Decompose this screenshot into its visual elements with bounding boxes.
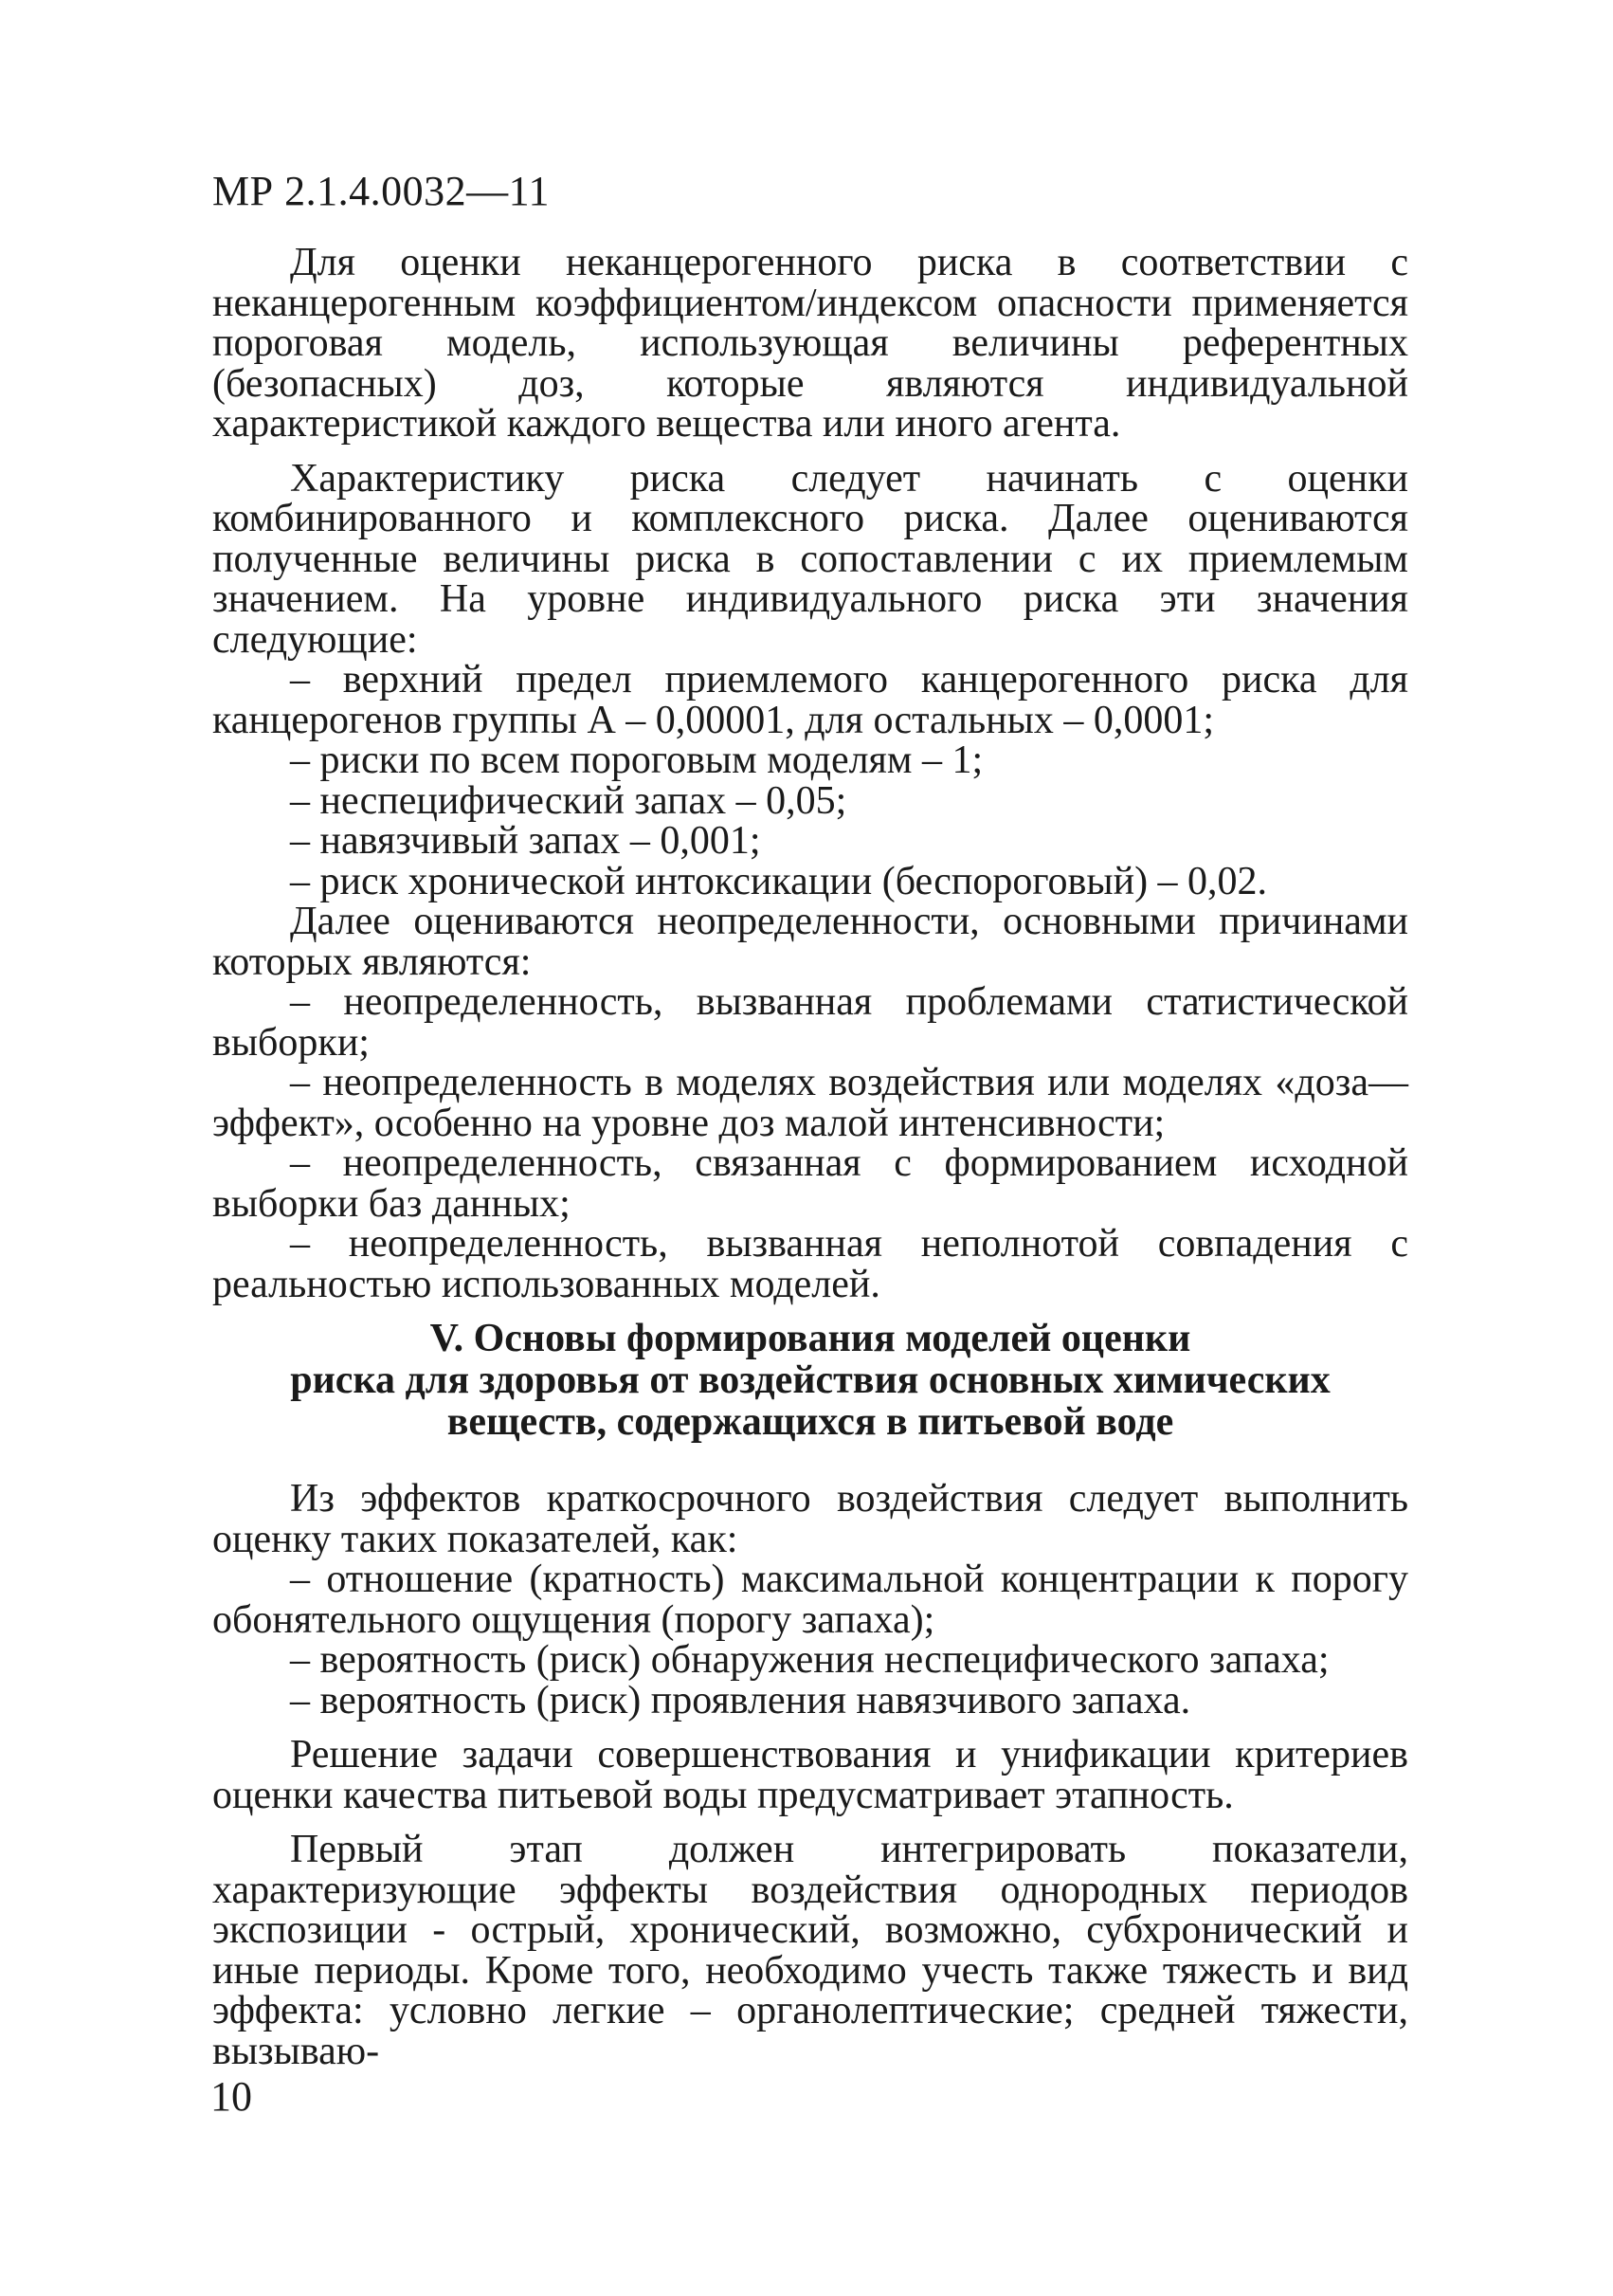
paragraph: Характеристику риска следует начинать с оценки комбинированного и комплексного риска. Далее оцениваются полученные величины риска в сопоставлении с их приемлемым значением. На уровне индивидуального риска эти значения следующие: [212,456,1408,662]
list-item: – навязчивый запах – 0,001; [290,819,761,863]
list-item: – вероятность (риск) проявления навязчивого запаха. [290,1678,1191,1722]
section-heading [212,1318,1408,1443]
heading-line: V. Основы формирования моделей оценки [429,1317,1191,1360]
list-item: – риски по всем пороговым моделям – 1; [290,738,984,782]
paragraph: Для оценки неканцерогенного риска в соответствии с неканцерогенным коэффициентом/индексом опасности применяется пороговая модель, использующая величины референтных (безопасных) доз, которые являются индивидуальной характеристикой каждого вещества или иного агента. [212,241,1408,446]
paragraph: Далее оцениваются неопределенности, основными причинами которых являются: [212,900,1408,984]
paragraph: Первый этап должен интегрировать показатели, характеризующие эффекты воздействия однородных периодов экспозиции - острый, хронический, возможно, субхронический и иные периоды. Кроме того, необходимо учесть также тяжесть и вид эффекта: условно легкие – органолептические; средней тяжести, вызываю- [212,1828,1408,2073]
paragraph: Из эффектов краткосрочного воздействия следует выполнить оценку таких показателей, как: [212,1477,1408,1561]
heading-line: риска для здоровья от воздействия основных химических [290,1358,1331,1402]
list-item: – неопределенность, вызванная проблемами статистической выборки; [212,980,1408,1065]
list-item: – неопределенность, связанная с формированием исходной выборки баз данных; [212,1141,1408,1226]
list-item: – верхний предел приемлемого канцерогенного риска для канцерогенов группы А – 0,00001, для остальных – 0,0001; [212,658,1408,742]
section-v-body [212,1479,1408,2071]
document-code: МР 2.1.4.0032—11 [212,168,550,214]
list-item: – неопределенность в моделях воздействия или моделях «доза—эффект», особенно на уровне доз малой интенсивности; [212,1061,1408,1145]
list-item: – риск хронической интоксикации (беспороговый) – 0,02. [290,859,1268,903]
list-item: – неспецифический запах – 0,05; [290,778,847,823]
list-item: – отношение (кратность) максимальной концентрации к порогу обонятельного ощущения (порогу запаха); [212,1558,1408,1642]
list-item: – неопределенность, вызванная неполнотой совпадения с реальностью использованных моделей. [212,1222,1408,1306]
page-number: 10 [210,2073,252,2120]
list-item: – вероятность (риск) обнаружения неспецифического запаха; [290,1638,1330,1682]
section-iv-continuation [212,243,1408,1304]
heading-line: веществ, содержащихся в питьевой воде [446,1400,1174,1444]
paragraph: Решение задачи совершенствования и унификации критериев оценки качества питьевой воды предусматривает этапность. [212,1733,1408,1817]
